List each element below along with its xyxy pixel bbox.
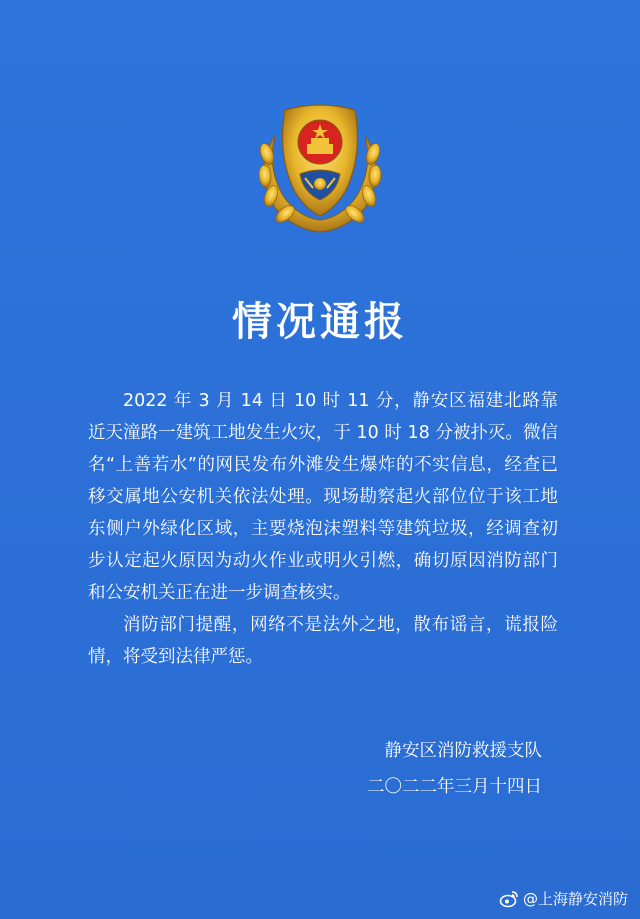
weibo-icon	[499, 889, 519, 909]
watermark-text: @上海静安消防	[522, 890, 628, 908]
notice-body	[88, 385, 558, 673]
notice-paragraph: 2022 年 3 月 14 日 10 时 11 分，静安区福建北路靠近天潼路一建筑工地发生火灾，于 10 时 18 分被扑灭。微信名“上善若水”的网民发布外滩发生爆炸的不实信息，经查已移交属地公安机关依法处理。现场勘察起火部位位于该工地东侧户外绿化区域，主要烧泡沫塑料等建筑垃圾，经调查初步认定起火原因为动火作业或明火引燃，确切原因消防部门和公安机关正在进一步调查核实。	[88, 391, 558, 603]
notice-paragraph: 消防部门提醒，网络不是法外之地，散布谣言，谎报险情，将受到法律严惩。	[88, 615, 558, 667]
issuer-name: 静安区消防救援支队	[384, 741, 542, 761]
fire-rescue-emblem-icon	[245, 96, 395, 236]
issue-date: 二〇二二年三月十四日	[367, 777, 542, 797]
notice-signature-block	[322, 733, 542, 805]
notice-title: 情况通报	[232, 299, 408, 345]
watermark	[499, 889, 628, 909]
